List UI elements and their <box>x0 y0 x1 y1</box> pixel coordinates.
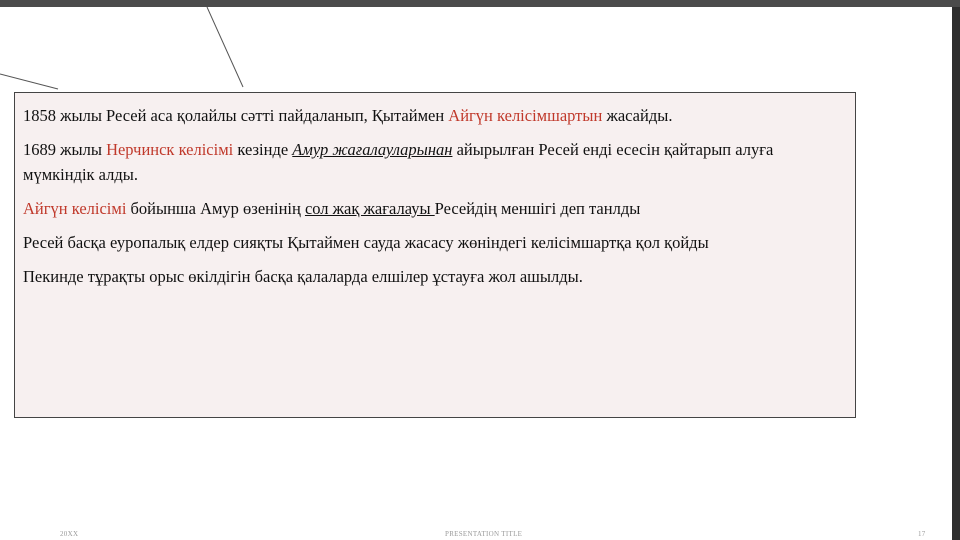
p3-underlined-left-bank: сол жақ жағалауы <box>304 199 435 218</box>
p2-text-3: айырылған Ресей енді есесін қайтарып алуға мүмкіндік алды. <box>23 140 774 184</box>
slide <box>0 7 952 540</box>
p3-text-2: Ресейдің меншігі деп танлды <box>434 199 641 218</box>
top-bar <box>0 0 960 7</box>
right-edge-bar <box>952 7 960 540</box>
paragraph-4 <box>23 230 847 255</box>
footer-page-number: 17 <box>918 530 926 538</box>
p2-underlined-amur-banks: Амур жағалауларынан <box>292 140 453 159</box>
footer-title: PRESENTATION TITLE <box>445 530 523 538</box>
decorative-line-top <box>207 7 243 87</box>
paragraph-1 <box>23 103 847 128</box>
p1-highlight-aigun-treaty: Айгүн келісімшартын <box>448 106 603 125</box>
footer-date: 20XX <box>60 530 79 538</box>
decorative-line-left <box>0 74 58 89</box>
p2-highlight-nerchinsk-treaty: Нерчинск келісімі <box>106 140 234 159</box>
p3-text-1: бойынша Амур өзенінің <box>126 199 305 218</box>
p3-highlight-aigun-treaty: Айгүн келісімі <box>23 199 127 218</box>
p1-text-1: 1858 жылы Ресей аса қолайлы сәтті пайдаланып, Қытаймен <box>23 106 449 125</box>
paragraph-3 <box>23 196 847 221</box>
content-textbox[interactable] <box>14 92 856 418</box>
p2-text-1: 1689 жылы <box>23 140 107 159</box>
p4-text-1: Ресей басқа еуропалық елдер сияқты Қытаймен сауда жасасу жөніндегі келісімшартқа қол қойды <box>23 233 709 252</box>
p5-text-1: Пекинде тұрақты орыс өкілдігін басқа қалаларда елшілер ұстауға жол ашылды. <box>23 267 583 286</box>
paragraph-2 <box>23 137 847 187</box>
paragraph-5 <box>23 264 847 289</box>
p2-text-2: кезінде <box>233 140 293 159</box>
p1-text-2: жасайды. <box>602 106 673 125</box>
